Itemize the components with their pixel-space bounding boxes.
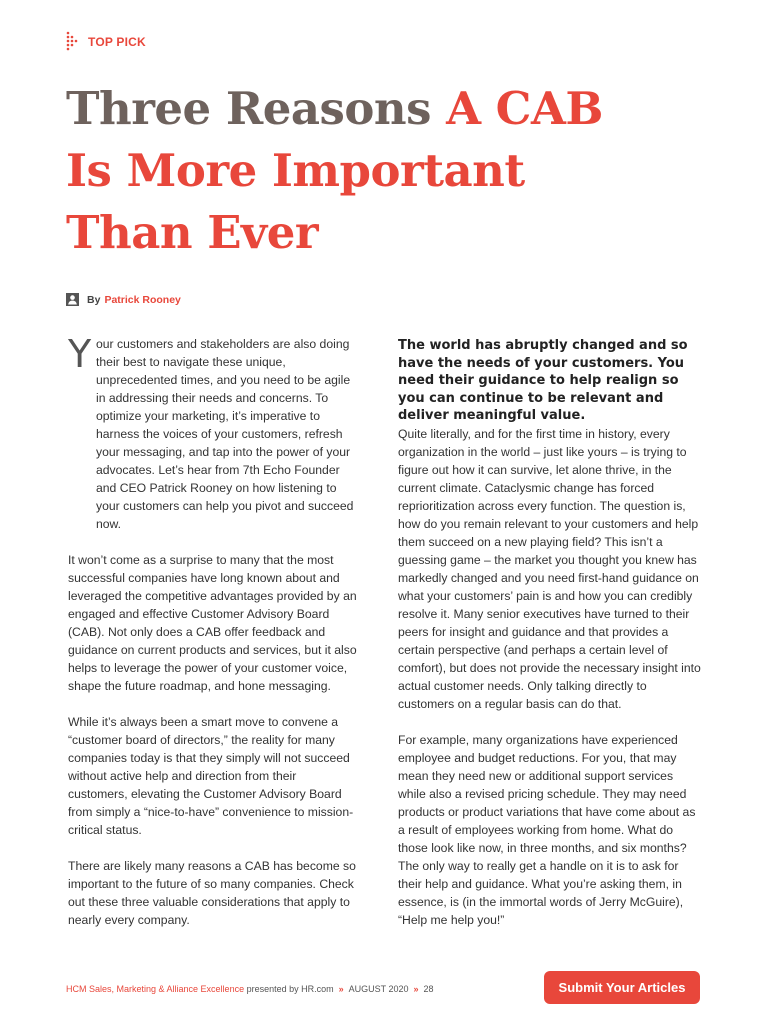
title-red-part: A CAB (446, 82, 603, 135)
drop-cap: Y (68, 332, 92, 376)
person-icon (66, 293, 79, 306)
byline-prefix: By (87, 293, 101, 306)
author-name[interactable]: Patrick Rooney (104, 293, 181, 306)
body-paragraph: There are likely many reasons a CAB has become so important to the future of so many companies. Check out these three valuable considerations that apply to nearly every company. (68, 859, 356, 927)
body-paragraph: While it’s always been a smart move to convene a “customer board of directors,” the reality for many companies today is that they simply will not succeed without active help and direction from their customers, elevating the Customer Advisory Board from simply a “nice-to-have” convenience to mission-critical status. (68, 715, 354, 837)
body-paragraph: Quite literally, and for the first time in history, every organization in the world – just like yours – is trying to figure out how it can survive, let alone thrive, in the current climate. Cataclysmic change has forced reprioritization across every function. The question is, how do you remain relevant to your customers and help them succeed on a new playing field? This isn’t a guessing game – the market you thought you knew has markedly changed and you need first-hand guidance on what your customers’ pain is and how you can credibly resolve it. Many senior executives have turned to their peers for insight and guidance and that provides a certain perspective (and perhaps a certain level of comfort), but does not provide the necessary insight into actual customer needs. Only talking directly to customers on a regular basis can do that. (398, 426, 701, 711)
separator-icon: » (413, 984, 419, 994)
page-footer (66, 984, 434, 994)
title-line-3: Than Ever (66, 206, 319, 259)
dotted-arrow-icon (66, 31, 80, 53)
publication-name[interactable]: HCM Sales, Marketing & Alliance Excellence (66, 984, 245, 994)
left-column (68, 332, 358, 947)
page-number: 28 (423, 984, 434, 994)
submit-articles-button[interactable]: Submit Your Articles (544, 971, 700, 1004)
intro-text: our customers and stakeholders are also doing their best to navigate these unique, unprecedented times, and you need to be agile in addressing their needs and concerns. To optimize your marketing, it’s imperative to harness the voices of your customers, refresh your messaging, and tap into the power of your advocates. Let’s hear from 7th Echo Founder and CEO Patrick Rooney on how listening to your customers can help you pivot and succeed now. (96, 337, 354, 531)
top-pick-label: TOP PICK (88, 35, 146, 49)
title-gray-part: Three Reasons (66, 82, 447, 135)
page-title (66, 78, 706, 264)
intro-paragraph (68, 332, 358, 533)
separator-icon: » (338, 984, 344, 994)
right-column (398, 337, 702, 947)
body-paragraph: It won’t come as a surprise to many that the most successful companies have long known about and leveraged the competitive advantages provided by an engaged and effective Customer Advisory Board (CAB). Not only does a CAB offer feedback and guidance on current products and services, but it also helps to leverage the power of your customer voice, shape the future roadmap, and hone messaging. (68, 553, 357, 693)
section-tag (66, 31, 146, 53)
body-paragraph: For example, many organizations have experienced employee and budget reductions. For you, that may mean they need new or additional support services while also a revised pricing schedule. They may need products or product variations that have come about as a result of employees working from home. What do those look like now, in three months, and six months? The only way to really get a handle on it is to ask for their help and guidance. What you’re asking them, in essence, is (in the immortal words of Jerry McGuire), “Help me help you!” (398, 732, 696, 927)
title-line-2: Is More Important (66, 144, 525, 197)
presented-by: presented by HR.com (246, 984, 334, 994)
issue-date: AUGUST 2020 (348, 984, 409, 994)
byline (66, 293, 181, 306)
section-lead-heading: The world has abruptly changed and so have the needs of your customers. You need their guidance to help realign so you can continue to be relevant and deliver meaningful value. (398, 338, 688, 423)
